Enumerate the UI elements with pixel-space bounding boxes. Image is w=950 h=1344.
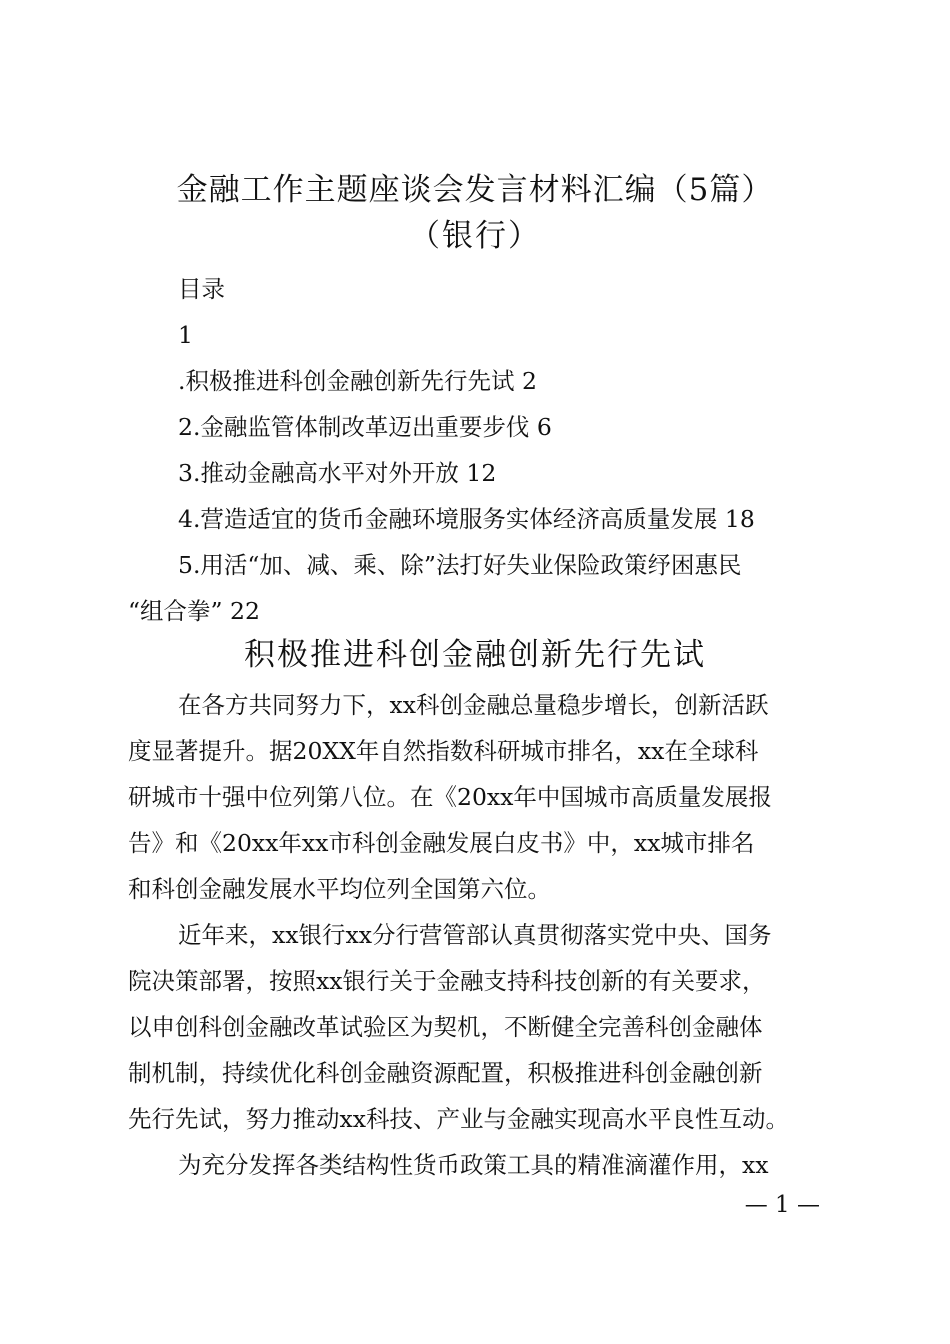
toc-line: 1 (178, 321, 193, 349)
paragraph-line: 告》和《20xx年xx市科创金融发展白皮书》中，xx城市排名 (128, 829, 755, 857)
paragraph-line: 院决策部署，按照xx银行关于金融支持科技创新的有关要求， (128, 967, 766, 995)
document-title: 金融工作主题座谈会发言材料汇编（5篇） (176, 172, 774, 208)
toc-line: 2.金融监管体制改革迈出重要步伐 6 (178, 413, 552, 441)
paragraph-line: 以申创科创金融改革试验区为契机，不断健全完善科创金融体 (128, 1013, 763, 1041)
toc-line: 5.用活“加、减、乘、除”法打好失业保险政策纾困惠民 (178, 551, 742, 579)
paragraph-line: 在各方共同努力下，xx科创金融总量稳步增长，创新活跃 (178, 691, 769, 719)
paragraph-line: 研城市十强中位列第八位。在《20xx年中国城市高质量发展报 (128, 783, 772, 811)
toc-line: .积极推进科创金融创新先行先试 2 (178, 367, 537, 395)
paragraph-line: 先行先试，努力推动xx科技、产业与金融实现高水平良性互动。 (128, 1105, 790, 1133)
paragraph-line: 度显著提升。据20XX年自然指数科研城市排名，xx在全球科 (128, 737, 759, 765)
paragraph-line: 和科创金融发展水平均位列全国第六位。 (128, 875, 551, 903)
document-subtitle: （银行） (409, 218, 541, 254)
toc-line: 4.营造适宜的货币金融环境服务实体经济高质量发展 18 (178, 505, 755, 533)
page-number: — 1 — (744, 1192, 820, 1218)
toc-heading: 目录 (178, 275, 225, 303)
paragraph-line: 制机制，持续优化科创金融资源配置，积极推进科创金融创新 (128, 1059, 763, 1087)
toc-line: 3.推动金融高水平对外开放 12 (178, 459, 497, 487)
section-title: 积极推进科创金融创新先行先试 (244, 637, 706, 673)
paragraph-line: 为充分发挥各类结构性货币政策工具的精准滴灌作用，xx (178, 1151, 769, 1179)
toc-line-continuation: “组合拳” 22 (128, 597, 260, 625)
paragraph-line: 近年来，xx银行xx分行营管部认真贯彻落实党中央、国务 (178, 921, 772, 949)
body-text (128, 682, 828, 1188)
table-of-contents (128, 266, 838, 634)
